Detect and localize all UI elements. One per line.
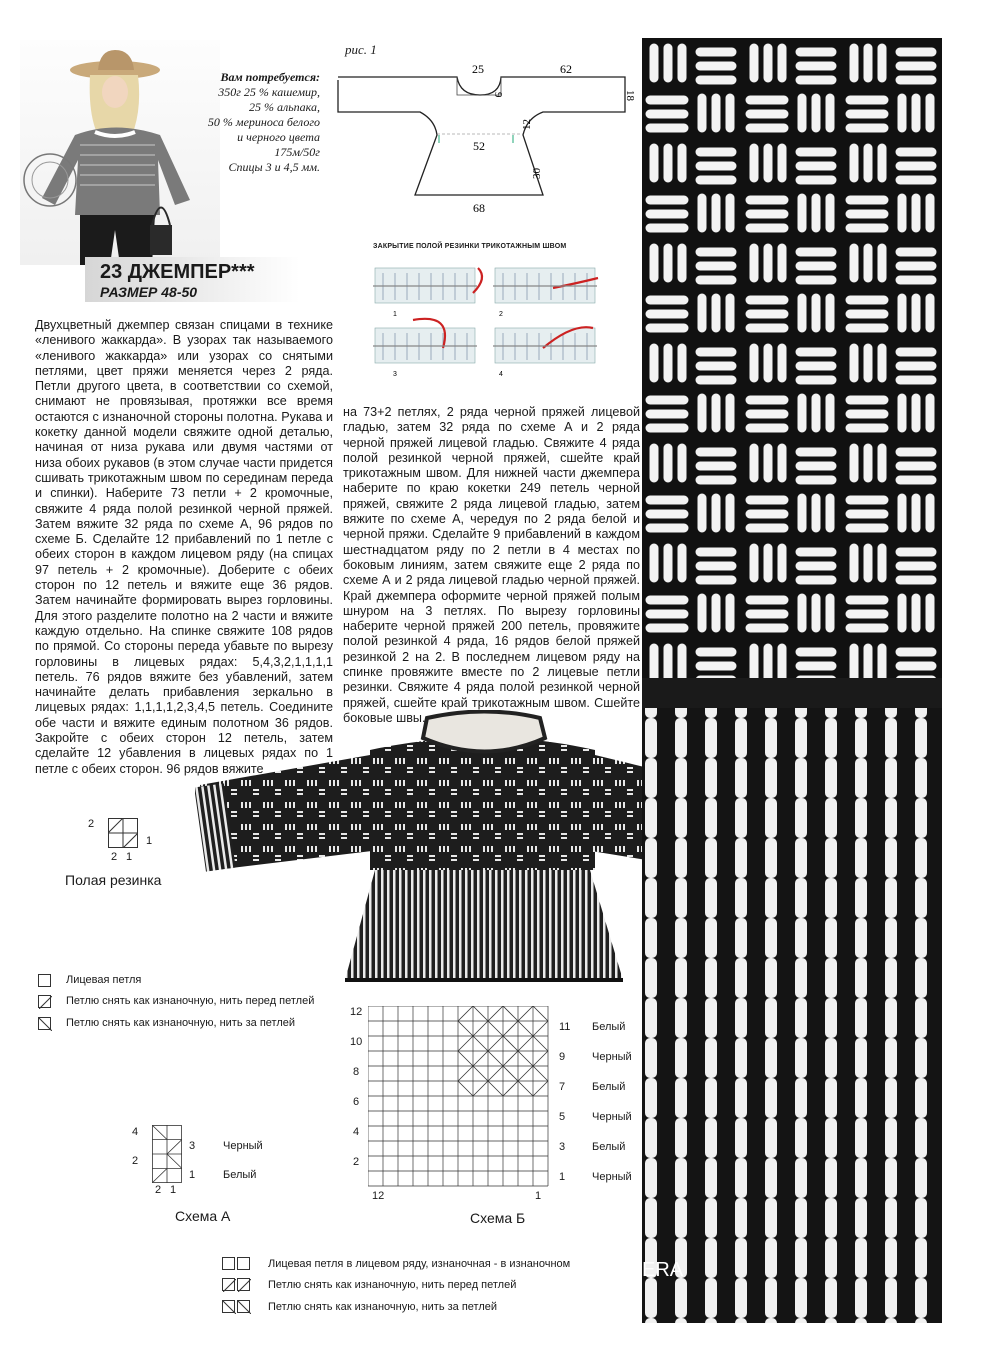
- legend-item: Петлю снять как изнаночную, нить перед петлей: [268, 1279, 517, 1291]
- materials-line: 50 % мериноса белого: [207, 115, 320, 129]
- schema-b-grid: [368, 1006, 550, 1188]
- slipped-stitch-mark: [473, 1006, 488, 1021]
- legend-item: Петлю снять как изнаночную, нить за петлей: [66, 1017, 296, 1029]
- instructions-column-1: Двухцветный джемпер связан спицами в технике «ленивого жаккарда». В узорах так называемого «ленивого жаккарда» или узорах со снятыми петлями, цвет пряжи меняется через 2 ряда. Петли другого цвета, в соответствии со схемой, снимают не провязывая, протяжки все время остаются с изнаночной стороны полотна. Рукава и кокетку данной модели свяжите одной деталью, начиная от низа рукава или двумя частями от низа обоих рукавов (в этом случае части придется сшивать трикотажным швом по серединам переда и спинки). Наберите 73 петли + 2 кромочные, свяжите 4 ряда полой резинкой черной пряжей. Затем вяжите 32 ряда по схеме А, 96 рядов по схеме Б. Сделайте 12 прибавлений по 1 петле с обеих сторон в каждом лицевом ряду (на спицах 97 петель + 2 кромочные). Доберите с обеих сторон по 12 петель и вяжите еще 36 рядов. Затем начинайте формировать вырез горловины. Для этого разделите полотно на 2 части и вяжите каждую отдельно. На спинке свяжите 108 рядов по прямой. Со стороны переда убавьте по вырезу горловины в лицевых рядах: 5,4,3,2,1,1,1,1 петель. 76 рядов вяжите без убавлений, затем начинайте делать прибавления зеркально в лицевых рядах: 1,1,1,1,2,3,4,5 петель. Соедините обе части и вяжите единым полотном 36 рядов. Закройте с обеих сторон 12 петель, затем сделайте 12 убавления в лицевых рядах по 1 петле с обеих сторон. 96 рядов вяжите: [35, 318, 333, 776]
- schema-b-row-left: 8: [353, 1066, 360, 1078]
- schema-a-col: 2: [155, 1184, 162, 1196]
- legend-item: Лицевая петля: [66, 974, 142, 986]
- schema-b-color: Черный: [592, 1051, 632, 1063]
- legend-item: Лицевая петля в лицевом ряду, изнаночная - в изнаночном: [268, 1258, 571, 1270]
- polaya-row-2: 2: [88, 818, 95, 830]
- slipped-stitch-mark: [503, 1051, 518, 1066]
- slipped-stitch-mark: [488, 1036, 503, 1051]
- slipped-stitch-mark: [518, 1066, 533, 1081]
- schema-b-row-right: 1: [559, 1171, 566, 1183]
- slipped-stitch-mark: [488, 1081, 503, 1096]
- slipped-stitch-mark: [533, 1081, 548, 1096]
- slipped-stitch-mark: [533, 1066, 548, 1081]
- seam-step-3: 3: [393, 371, 397, 378]
- slipped-stitch-mark: [503, 1006, 518, 1021]
- schema-b-color: Черный: [592, 1171, 632, 1183]
- schema-b-color: Белый: [592, 1081, 626, 1093]
- instructions-column-2: на 73+2 петлях, 2 ряда черной пряжей лицевой гладью, затем 32 ряда по схеме А и 2 ряда черной пряжей лицевой гладью. Свяжите 4 ряда полой резинкой черной пряжей, сшейте край трикотажным швом. Для нижней части джемпера наберите по краю кокетки 249 петель черной пряжей, свяжите 2 ряда лицевой гладью, затем вяжите по схеме А, чередуя по 2 ряда белой и черной пряжи. Сделайте 9 прибавлений в каждом шестнадцатом ряду по 2 петли в 4 местах по боковым линиям, затем свяжите еще 2 ряда по схеме А и 2 ряда лицевой гладью черной пряжей. Край джемпера оформите черной пряжей полым шнуром на 3 петлях. По вырезу горловины наберите черной пряжей 200 петель, провяжите полой резинкой 4 ряда, 16 рядов белой пряжей резинкой 2 на 2. В последнем лицевом ряду на спинке провяжите вместе по 2 лицевые петли резинки. Свяжите 4 ряда полой резинкой черной пряжей, сшейте край трикотажным швом. Сшейте боковые швы.: [343, 405, 640, 725]
- seam-step-1: 1: [393, 311, 397, 318]
- schema-a-row-left: 4: [132, 1126, 139, 1138]
- knit-swatch-photo: [642, 38, 942, 1323]
- schema-b-row-right: 3: [559, 1141, 566, 1153]
- legend-2: [222, 1257, 622, 1322]
- slip-front-symbol: [237, 1278, 250, 1291]
- slipped-stitch-mark: [518, 1051, 533, 1066]
- slipped-stitch-mark: [488, 1066, 503, 1081]
- schema-a: [128, 1122, 278, 1227]
- slipped-stitch-mark: [533, 1051, 548, 1066]
- pattern-diagram: [335, 40, 640, 220]
- schema-b-color: Белый: [592, 1141, 626, 1153]
- schema-b-row-right: 5: [559, 1111, 566, 1123]
- materials-line: 350г 25 % кашемир,: [218, 85, 320, 99]
- slip-back-symbol: [222, 1300, 235, 1313]
- slipped-stitch-mark: [473, 1036, 488, 1051]
- dim-neck: 25: [472, 62, 484, 76]
- slipped-stitch-mark: [473, 1081, 488, 1096]
- schema-b-col: 1: [535, 1190, 542, 1202]
- schema-a-caption: Схема А: [175, 1208, 231, 1224]
- schema-a-color: Белый: [223, 1169, 257, 1181]
- slipped-stitch-mark: [503, 1036, 518, 1051]
- watermark: ERA: [642, 1259, 684, 1281]
- hollow-rib-label: Полая резинка: [65, 872, 162, 888]
- slipped-stitch-mark: [488, 1006, 503, 1021]
- schema-a-color: Черный: [223, 1140, 263, 1152]
- slipped-stitch-mark: [473, 1066, 488, 1081]
- materials-line: 25 % альпака,: [248, 100, 320, 114]
- schema-b-col: 12: [372, 1190, 385, 1202]
- fig1-label: рис. 1: [345, 42, 377, 57]
- materials-heading: Вам потребуется:: [220, 70, 320, 84]
- slipped-stitch-mark: [518, 1081, 533, 1096]
- slipped-stitch-mark: [488, 1051, 503, 1066]
- polaya-col-2: 2: [111, 851, 118, 863]
- schema-b-row-left: 10: [350, 1036, 363, 1048]
- dim-waist: 52: [473, 139, 485, 153]
- materials-line: Спицы 3 и 4,5 мм.: [228, 160, 320, 174]
- slipped-stitch-mark: [518, 1021, 533, 1036]
- legend-item: Петлю снять как изнаночную, нить за петлей: [268, 1301, 498, 1313]
- size-label: РАЗМЕР 48-50: [100, 284, 198, 300]
- dim-shoulder: 62: [560, 62, 572, 76]
- knit-stitch-symbol: [237, 1257, 250, 1270]
- title-block: [85, 257, 300, 302]
- seam-illustration: [373, 258, 613, 380]
- seam-title: ЗАКРЫТИЕ ПОЛОЙ РЕЗИНКИ ТРИКОТАЖНЫМ ШВОМ: [373, 243, 567, 250]
- slipped-stitch-mark: [458, 1006, 473, 1021]
- slipped-stitch-mark: [533, 1021, 548, 1036]
- legend-item: Петлю снять как изнаночную, нить перед петлей: [66, 995, 315, 1007]
- schema-b-row-right: 11: [559, 1021, 571, 1033]
- slipped-stitch-mark: [488, 1021, 503, 1036]
- slipped-stitch-mark: [503, 1066, 518, 1081]
- slipped-stitch-mark: [518, 1036, 533, 1051]
- schema-b-color: Черный: [592, 1111, 632, 1123]
- polaya-row-1: 1: [146, 835, 153, 847]
- schema-b-row-left: 6: [353, 1096, 360, 1108]
- slip-back-symbol: [237, 1300, 250, 1313]
- slipped-stitch-mark: [533, 1006, 548, 1021]
- materials-block: [190, 70, 320, 175]
- schema-a-row-right: 1: [189, 1169, 196, 1181]
- schema-b-row-right: 7: [559, 1081, 566, 1093]
- schema-b-row-right: 9: [559, 1051, 566, 1063]
- seam-step-4: 4: [499, 371, 503, 378]
- page-title: 23 ДЖЕМПЕР***: [100, 261, 255, 283]
- schema-b-row-left: 12: [350, 1006, 363, 1018]
- schema-b-color: Белый: [592, 1021, 626, 1033]
- slipped-stitch-mark: [503, 1081, 518, 1096]
- seam-step-2: 2: [499, 311, 503, 318]
- slipped-stitch-mark: [473, 1051, 488, 1066]
- schema-a-row-right: 3: [189, 1140, 196, 1152]
- materials-line: и черного цвета: [237, 130, 320, 144]
- schema-b-row-left: 4: [353, 1126, 360, 1138]
- schema-b: [345, 1004, 645, 1229]
- schema-b-caption: Схема Б: [470, 1210, 526, 1226]
- schema-a-col: 1: [170, 1184, 177, 1196]
- dim-hem: 68: [473, 201, 485, 215]
- schema-b-row-left: 2: [353, 1156, 360, 1168]
- dim-neck-depth: 9: [492, 92, 504, 98]
- slipped-stitch-mark: [518, 1006, 533, 1021]
- slipped-stitch-mark: [458, 1051, 473, 1066]
- legend-1: [38, 974, 358, 1034]
- slipped-stitch-mark: [533, 1036, 548, 1051]
- slipped-stitch-mark: [458, 1036, 473, 1051]
- slip-front-symbol: [38, 995, 51, 1008]
- knit-stitch-symbol: [38, 974, 51, 987]
- slipped-stitch-mark: [458, 1066, 473, 1081]
- schema-a-row-left: 2: [132, 1155, 139, 1167]
- slipped-stitch-mark: [458, 1081, 473, 1096]
- hollow-rib-diagram: [88, 815, 158, 870]
- slipped-stitch-mark: [458, 1021, 473, 1036]
- dim-yoke: 12: [521, 119, 533, 130]
- knit-stitch-symbol: [222, 1257, 235, 1270]
- materials-line: 175м/50г: [274, 145, 320, 159]
- polaya-col-1: 1: [126, 851, 133, 863]
- dim-body-length: 30: [531, 168, 543, 179]
- slipped-stitch-mark: [473, 1021, 488, 1036]
- slipped-stitch-mark: [503, 1021, 518, 1036]
- dim-sleeve: 18: [624, 90, 636, 101]
- slip-front-symbol: [222, 1278, 235, 1291]
- slip-back-symbol: [38, 1017, 51, 1030]
